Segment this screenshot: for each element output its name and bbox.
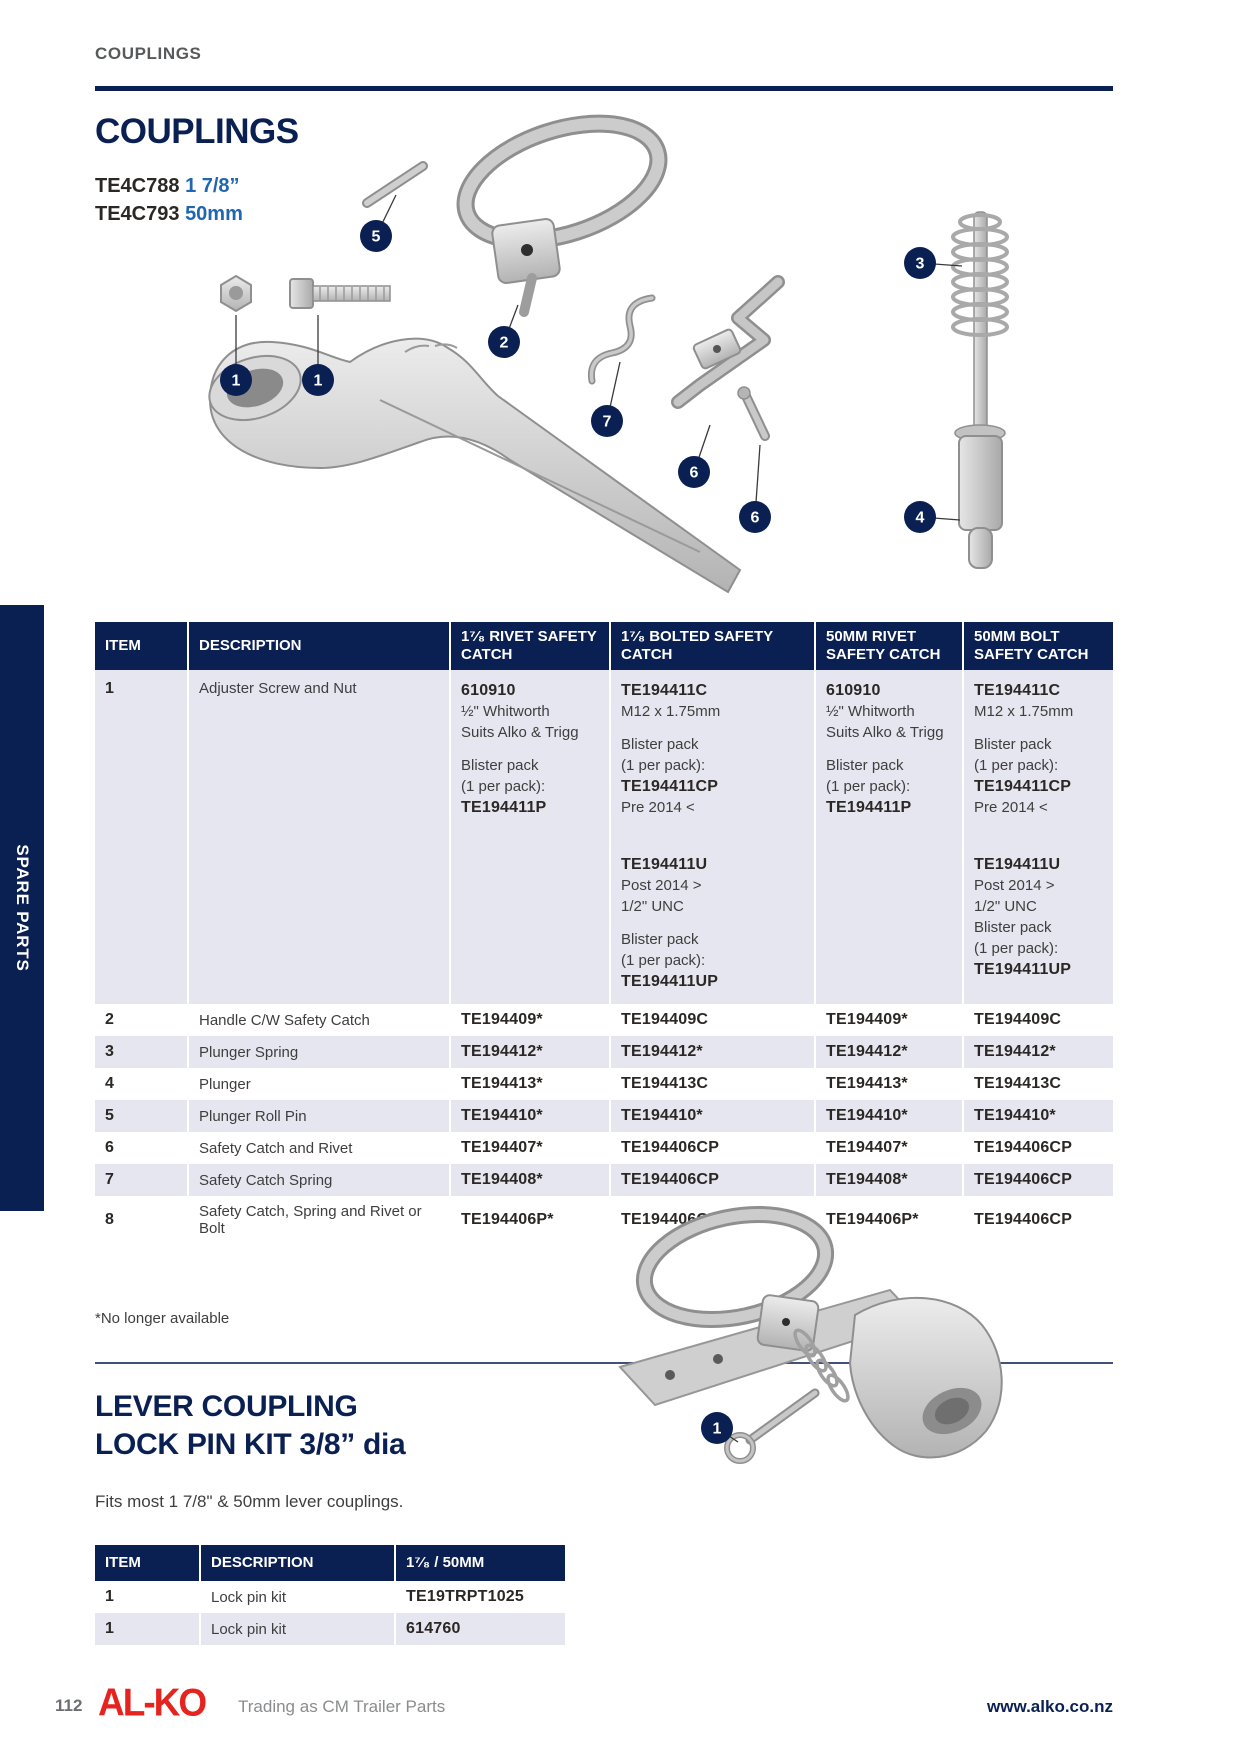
- top-rule: [95, 86, 1113, 91]
- table-header-row: [95, 1545, 565, 1581]
- part-note: (1 per pack):: [826, 778, 911, 795]
- part-number: TE194406CP: [974, 1211, 1073, 1228]
- part-number: TE194412*: [461, 1043, 543, 1060]
- item-cell: 1: [95, 1613, 200, 1645]
- item-cell: 8: [105, 1211, 114, 1228]
- part-number: TE194411UP: [974, 961, 1072, 978]
- alko-logo: AL-KO: [98, 1680, 206, 1724]
- part-number: TE194407*: [461, 1139, 543, 1156]
- part-note: 1/2" UNC: [621, 898, 684, 915]
- exploded-coupling-diagram: [180, 100, 1080, 630]
- part-note: Pre 2014 <: [974, 799, 1048, 816]
- table-row: [95, 1004, 1113, 1036]
- part-number: TE194411P: [461, 799, 547, 816]
- part-number: TE194410*: [826, 1107, 908, 1124]
- column-header: ITEM: [95, 622, 188, 670]
- website-link[interactable]: www.alko.co.nz: [987, 1697, 1113, 1716]
- column-header: 50MM RIVET SAFETY CATCH: [815, 622, 963, 670]
- table-row: [95, 1036, 1113, 1068]
- part-note: Suits Alko & Trigg: [826, 724, 944, 741]
- description-cell: Plunger Spring: [188, 1036, 450, 1068]
- part-number-cell: [610, 1036, 815, 1068]
- lever-coupling-drawing: [620, 1199, 1002, 1461]
- part-number: TE194411UP: [621, 973, 719, 990]
- part-number-cell: [395, 1581, 565, 1613]
- item-cell: 2: [105, 1011, 114, 1028]
- part-number: TE194413*: [826, 1075, 908, 1092]
- part-note: (1 per pack):: [621, 952, 706, 969]
- part-number-cell: [963, 1164, 1113, 1196]
- callout-number: 7: [602, 413, 612, 431]
- column-header: 1⁷⁄₈ RIVET SAFETY CATCH: [450, 622, 610, 670]
- description-cell: Safety Catch Spring: [188, 1164, 450, 1196]
- part-note: Post 2014 >: [621, 877, 702, 894]
- description-cell: Adjuster Screw and Nut: [188, 670, 450, 1004]
- part-number-cell: [450, 1100, 610, 1132]
- part-note: ½" Whitworth: [826, 703, 915, 720]
- part-note: Suits Alko & Trigg: [461, 724, 579, 741]
- model-line-2: TE4C793 50mm: [95, 203, 243, 225]
- safety-catch-part: [678, 282, 778, 402]
- part-note: Blister pack: [621, 931, 699, 948]
- safety-catch-spring-part: [591, 298, 652, 381]
- part-number: TE194406P*: [461, 1211, 554, 1228]
- part-number-cell: [450, 1004, 610, 1036]
- part-number-cell: [815, 1164, 963, 1196]
- callout-number: 1: [712, 1420, 722, 1438]
- part-number: TE194411C: [621, 682, 708, 699]
- part-number: TE19TRPT1025: [406, 1588, 525, 1605]
- lockpin-subtitle: Fits most 1 7/8" & 50mm lever couplings.: [95, 1492, 404, 1511]
- part-number: TE194412*: [621, 1043, 703, 1060]
- part-number: TE194410*: [461, 1107, 543, 1124]
- column-header: 1⁷⁄₈ / 50MM: [395, 1545, 565, 1581]
- model-line-1: TE4C788 1 7/8”: [95, 175, 240, 197]
- part-number: TE194412*: [974, 1043, 1056, 1060]
- part-note: Post 2014 >: [974, 877, 1055, 894]
- column-header: ITEM: [95, 1545, 200, 1581]
- part-note: ½" Whitworth: [461, 703, 550, 720]
- nut-part: [221, 276, 251, 311]
- column-header: DESCRIPTION: [200, 1545, 395, 1581]
- part-number: TE194411U: [621, 856, 708, 873]
- part-number-cell: [610, 670, 815, 1004]
- part-number-cell: [610, 1068, 815, 1100]
- part-number: TE194407*: [826, 1139, 908, 1156]
- part-number: TE194413*: [461, 1075, 543, 1092]
- part-number: 610910: [826, 682, 881, 699]
- item-cell: 5: [95, 1100, 188, 1132]
- part-number-cell: [815, 1004, 963, 1036]
- description-cell: Plunger: [188, 1068, 450, 1100]
- column-header: 1⁷⁄₈ BOLTED SAFETY CATCH: [610, 622, 815, 670]
- part-number: TE194413C: [621, 1075, 709, 1092]
- table-row: [95, 1581, 565, 1613]
- part-number-cell: [450, 670, 610, 1004]
- part-note: Blister pack: [461, 757, 539, 774]
- callout-number: 1: [313, 372, 323, 390]
- part-number-cell: [963, 1004, 1113, 1036]
- part-number: TE194406CP: [974, 1139, 1073, 1156]
- table-row: [95, 1100, 1113, 1132]
- callout-number: 6: [750, 509, 760, 527]
- part-number: TE194413C: [974, 1075, 1062, 1092]
- callout-number: 5: [371, 228, 381, 246]
- part-note: M12 x 1.75mm: [621, 703, 721, 720]
- part-number: TE194410*: [621, 1107, 703, 1124]
- part-note: Blister pack: [621, 736, 699, 753]
- description-cell: Safety Catch, Spring and Rivet or Bolt: [188, 1196, 450, 1244]
- rivet-part: [738, 387, 765, 436]
- part-number-cell: [815, 1100, 963, 1132]
- part-note: (1 per pack):: [461, 778, 546, 795]
- part-number-cell: [450, 1196, 610, 1244]
- part-number: TE194410*: [974, 1107, 1056, 1124]
- table-row: [95, 1068, 1113, 1100]
- part-number: TE194411CP: [621, 778, 719, 795]
- adjuster-screw-part: [290, 279, 390, 308]
- part-note: (1 per pack):: [974, 940, 1059, 957]
- lockpin-table: [95, 1545, 565, 1645]
- part-note: (1 per pack):: [621, 757, 706, 774]
- part-number-cell: [963, 670, 1113, 1004]
- part-number: 610910: [461, 682, 516, 699]
- part-number-cell: [450, 1036, 610, 1068]
- item-cell: 7: [95, 1164, 188, 1196]
- lockpin-title: LEVER COUPLING LOCK PIN KIT 3/8” dia: [95, 1390, 406, 1461]
- part-number-cell: [963, 1068, 1113, 1100]
- part-number-cell: [815, 1036, 963, 1068]
- description-cell: Lock pin kit: [200, 1613, 395, 1645]
- part-note: Blister pack: [974, 919, 1052, 936]
- part-note: M12 x 1.75mm: [974, 703, 1074, 720]
- column-header: DESCRIPTION: [188, 622, 450, 670]
- part-number-cell: [395, 1613, 565, 1645]
- coupling-body: [201, 339, 740, 592]
- table-row: [95, 1164, 1113, 1196]
- table-row: [95, 1613, 565, 1645]
- spare-parts-table: [95, 622, 1113, 1244]
- part-number: TE194411P: [826, 799, 912, 816]
- part-number: TE194409*: [461, 1011, 543, 1028]
- part-number: TE194411C: [974, 682, 1061, 699]
- sidebar-tab: [0, 605, 44, 1211]
- part-number: TE194409C: [974, 1011, 1062, 1028]
- description-cell: Handle C/W Safety Catch: [188, 1004, 450, 1036]
- column-header: 50MM BOLT SAFETY CATCH: [963, 622, 1113, 670]
- item-cell: 4: [105, 1075, 114, 1092]
- page-number: 112: [55, 1696, 83, 1715]
- table-header-row: [95, 622, 1113, 670]
- part-number: TE194406CP: [621, 1171, 720, 1188]
- item-cell: 1: [105, 1588, 114, 1605]
- part-number: TE194408*: [826, 1171, 908, 1188]
- description-cell: Safety Catch and Rivet: [188, 1132, 450, 1164]
- part-number: TE194411U: [974, 856, 1061, 873]
- trading-note: Trading as CM Trailer Parts: [238, 1697, 446, 1716]
- part-number-cell: [963, 1036, 1113, 1068]
- part-number-cell: [963, 1100, 1113, 1132]
- part-note: Blister pack: [826, 757, 904, 774]
- table-row: [95, 670, 1113, 1004]
- table-row: [95, 1132, 1113, 1164]
- availability-footnote: *No longer available: [95, 1310, 230, 1327]
- part-note: (1 per pack):: [974, 757, 1059, 774]
- part-number: TE194412*: [826, 1043, 908, 1060]
- callout-number: 4: [915, 509, 925, 527]
- part-number-cell: [815, 1132, 963, 1164]
- part-number: 614760: [406, 1620, 461, 1637]
- part-number: TE194411CP: [974, 778, 1072, 795]
- callout-number: 3: [915, 255, 925, 273]
- part-number-cell: [450, 1132, 610, 1164]
- part-number: TE194406CP: [974, 1171, 1073, 1188]
- item-cell: 6: [105, 1139, 114, 1156]
- part-number-cell: [815, 1068, 963, 1100]
- page-title: COUPLINGS: [95, 112, 299, 151]
- part-note: 1/2" UNC: [974, 898, 1037, 915]
- part-note: Blister pack: [974, 736, 1052, 753]
- part-number: TE194409*: [826, 1011, 908, 1028]
- part-number-cell: [610, 1100, 815, 1132]
- part-number-cell: [610, 1164, 815, 1196]
- part-number: TE194406P*: [826, 1211, 919, 1228]
- callout-number: 6: [689, 464, 699, 482]
- description-cell: Plunger Roll Pin: [188, 1100, 450, 1132]
- description-cell: Lock pin kit: [200, 1581, 395, 1613]
- section-eyebrow: COUPLINGS: [95, 44, 202, 63]
- lever-coupling-photo: [600, 1195, 1030, 1515]
- handle-part: [451, 102, 673, 312]
- part-number-cell: [815, 670, 963, 1004]
- part-number-cell: [610, 1004, 815, 1036]
- part-number: TE194408*: [461, 1171, 543, 1188]
- sidebar-tab-label: SPARE PARTS: [13, 844, 32, 972]
- part-number-cell: [450, 1068, 610, 1100]
- part-number-cell: [450, 1164, 610, 1196]
- callout-number: 1: [231, 372, 241, 390]
- part-note: Pre 2014 <: [621, 799, 695, 816]
- item-cell: 3: [95, 1036, 188, 1068]
- part-number: TE194406CP: [621, 1139, 720, 1156]
- item-cell: 1: [95, 670, 188, 1004]
- part-number: TE194406CP: [621, 1211, 720, 1228]
- callout-number: 2: [499, 334, 509, 352]
- part-number: TE194409C: [621, 1011, 709, 1028]
- part-number-cell: [963, 1132, 1113, 1164]
- part-number-cell: [610, 1132, 815, 1164]
